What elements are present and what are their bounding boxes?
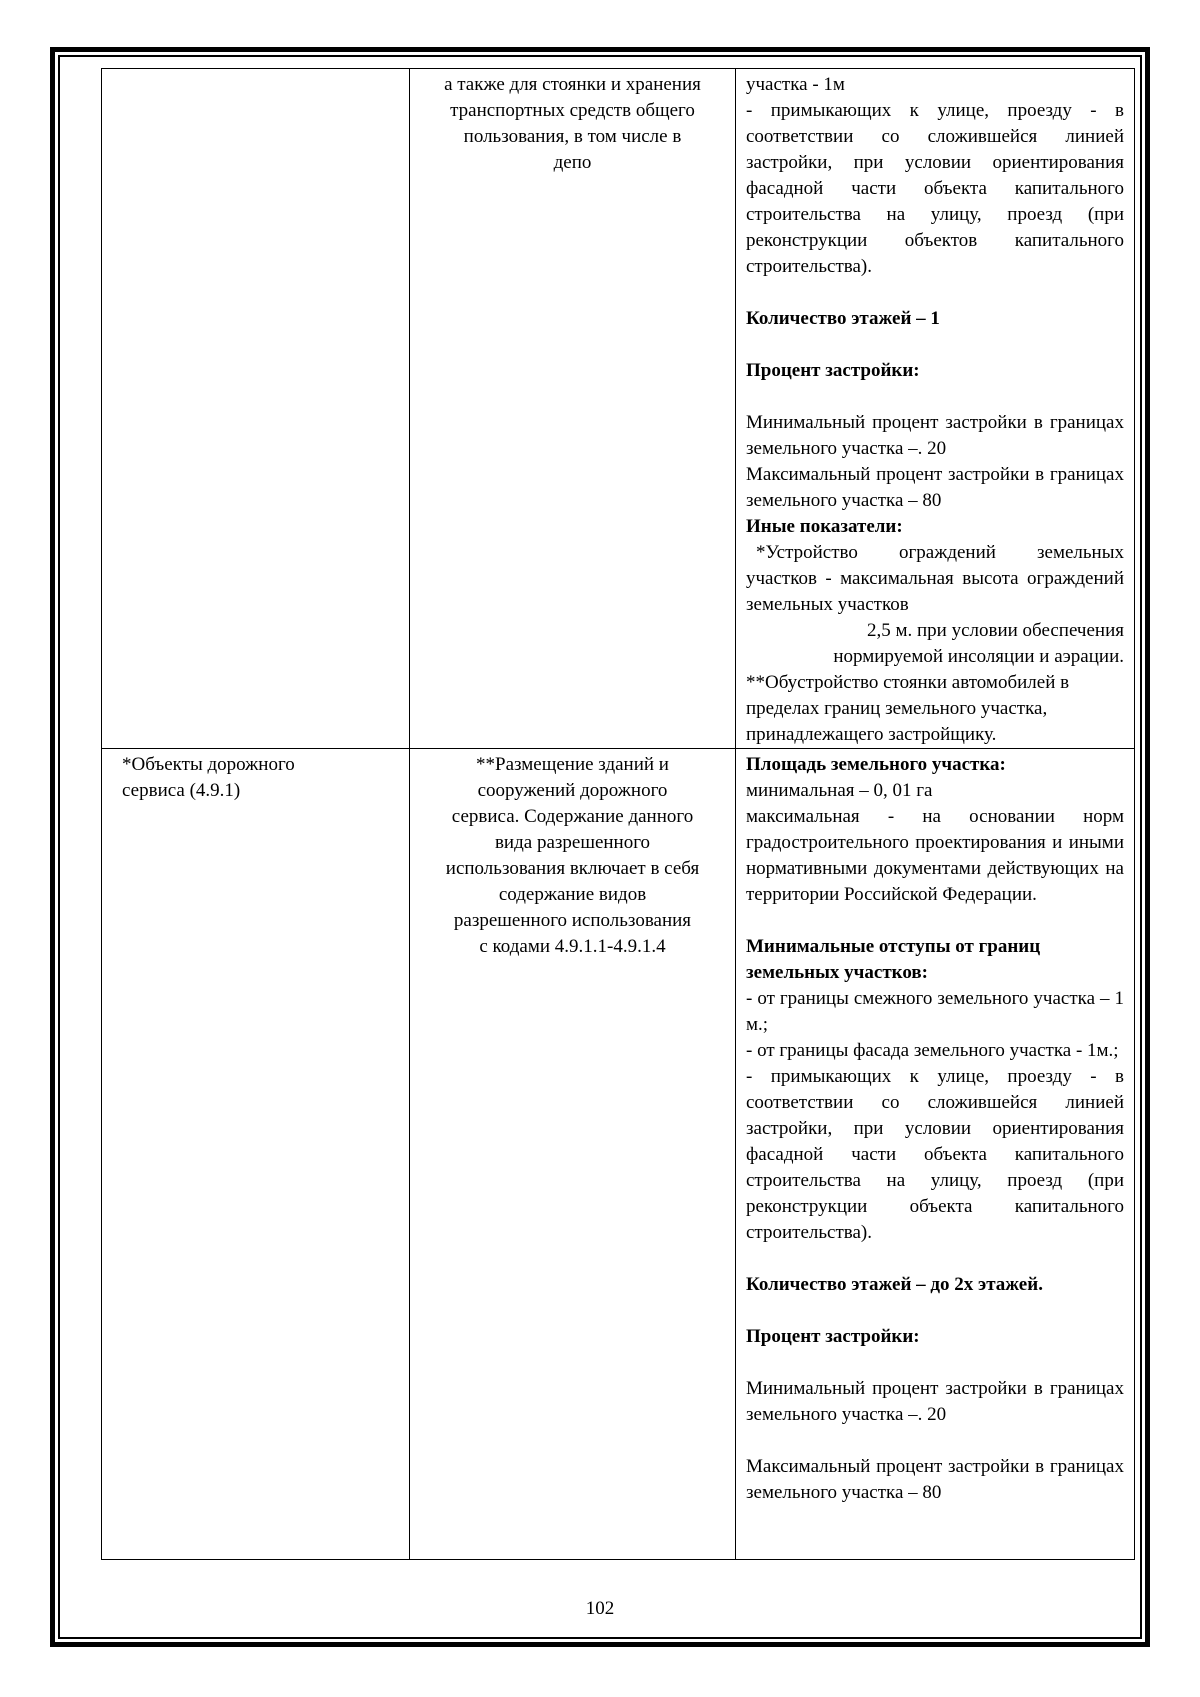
- street-line-text: - примыкающих к улице, проезду - в соответствии со сложившейся линией застройки, при условии ориентирования фасадной части объекта капитального строительства на улицу, проезд (при реконструкции объекта капитального строительства).: [746, 1066, 1124, 1243]
- cell-object-type: [102, 69, 410, 749]
- description-line: сооружений дорожного: [477, 780, 668, 801]
- area-heading: Площадь земельного участка:: [746, 754, 1006, 775]
- area-max-text: максимальная - на основании норм градостроительного проектирования и иными нормативными документами действующих на территории Российской Федерации.: [746, 806, 1124, 905]
- street-line-text: - примыкающих к улице, проезду - в соответствии со сложившейся линией застройки, при условии ориентирования фасадной части объекта капитального строительства на улицу, проезд (при реконструкции объектов капитального строительства).: [746, 100, 1124, 277]
- description-line: с кодами 4.9.1.1-4.9.1.4: [479, 936, 666, 957]
- max-percent-text: Максимальный процент застройки в границах земельного участка – 80: [746, 1456, 1124, 1503]
- max-percent-text: Максимальный процент застройки в границах земельного участка – 80: [746, 464, 1124, 511]
- setbacks-heading: Минимальные отступы от границ земельных участков:: [746, 936, 1041, 983]
- setback-tail: участка - 1м: [746, 74, 845, 95]
- min-percent-text: Минимальный процент застройки в границах земельного участка –. 20: [746, 1378, 1124, 1425]
- min-percent-text: Минимальный процент застройки в границах земельного участка –. 20: [746, 412, 1124, 459]
- fence-text-continued: 2,5 м. при условии обеспечения нормируемой инсоляции и аэрации.: [833, 620, 1124, 667]
- table-row: [102, 69, 1135, 749]
- cell-description: [410, 69, 736, 749]
- description-line: депо: [553, 152, 592, 173]
- description-line: вида разрешенного: [494, 832, 651, 853]
- parking-text: **Обустройство стоянки автомобилей в пределах границ земельного участка, принадлежащего застройщику.: [746, 672, 1070, 745]
- description-line: транспортных средств общего: [450, 100, 695, 121]
- table-row: [102, 749, 1135, 1560]
- other-heading: Иные показатели:: [746, 516, 903, 537]
- object-type-line: сервиса (4.9.1): [122, 780, 241, 801]
- fence-text: *Устройство ограждений земельных участков - максимальная высота ограждений земельных участков: [746, 542, 1124, 615]
- percent-heading: Процент застройки:: [746, 360, 920, 381]
- floors-text: Количество этажей – 1: [746, 308, 940, 329]
- page-number: 102: [585, 1598, 615, 1619]
- cell-description: [410, 749, 736, 1560]
- setback-adjacent-text: - от границы смежного земельного участка – 1 м.;: [746, 988, 1124, 1035]
- percent-heading: Процент застройки:: [746, 1326, 920, 1347]
- cell-parameters: [736, 69, 1135, 749]
- zoning-table: [101, 68, 1135, 1560]
- description-line: пользования, в том числе в: [463, 126, 682, 147]
- area-min-text: минимальная – 0, 01 га: [746, 780, 933, 801]
- floors-text: Количество этажей – до 2х этажей.: [746, 1274, 1043, 1295]
- object-type-line: *Объекты дорожного: [122, 754, 295, 775]
- cell-parameters: [736, 749, 1135, 1560]
- description-line: а также для стоянки и хранения: [444, 74, 701, 95]
- description-line: разрешенного использования: [453, 910, 692, 931]
- description-line: сервиса. Содержание данного: [451, 806, 694, 827]
- description-line: использования включает в себя: [445, 858, 700, 879]
- description-line: **Размещение зданий и: [476, 754, 669, 775]
- cell-object-type: [102, 749, 410, 1560]
- description-line: содержание видов: [498, 884, 647, 905]
- setback-facade-text: - от границы фасада земельного участка - 1м.;: [746, 1040, 1119, 1061]
